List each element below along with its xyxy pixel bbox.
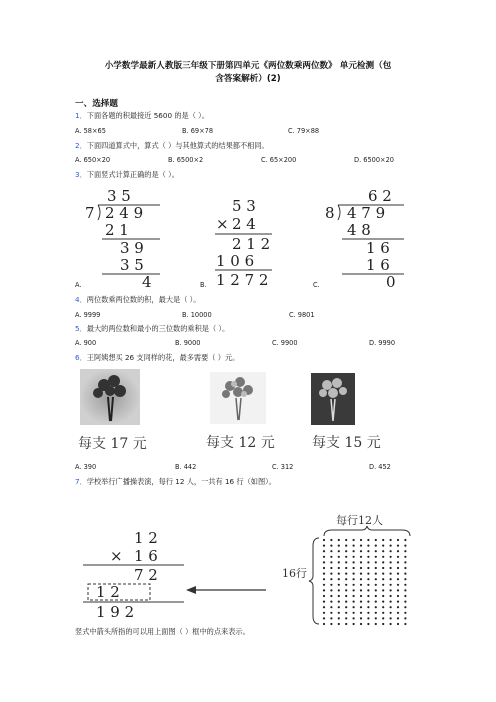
- dot: [382, 556, 384, 558]
- q7-product: 1 9 2: [96, 603, 135, 619]
- calc-a-step1: 2 1: [105, 221, 129, 239]
- dot: [360, 606, 362, 608]
- dot: [345, 578, 347, 580]
- dot: [390, 545, 392, 547]
- dot: [353, 578, 355, 580]
- question-4: [75, 295, 200, 305]
- calc-c-dividend: 4 7 9: [347, 204, 386, 222]
- dot: [323, 545, 325, 547]
- arrow-icon: [184, 583, 268, 597]
- q2-option-c[interactable]: C. 65×200: [261, 156, 297, 164]
- dot: [382, 601, 384, 603]
- dot: [323, 606, 325, 608]
- q7-partial1: 7 2: [134, 566, 158, 584]
- question-text: 王阿姨想买 26 支同样的花，最多需要（ ）元。: [86, 353, 240, 362]
- dot: [323, 539, 325, 541]
- dot: [375, 550, 377, 552]
- calc-a-step3: 3 5: [120, 256, 144, 274]
- dot: [397, 578, 399, 580]
- dot: [360, 595, 362, 597]
- price-label-1: 每支 17 元: [78, 436, 147, 452]
- q6-option-c[interactable]: C. 312: [272, 463, 294, 471]
- flower-image-1: [80, 369, 140, 425]
- dot: [367, 612, 369, 614]
- dot: [323, 623, 325, 625]
- q7-times-sign: ×: [110, 547, 123, 565]
- dot: [345, 623, 347, 625]
- dot: [397, 623, 399, 625]
- dot: [345, 545, 347, 547]
- question-text: 下面各题的积最接近 5600 的是（ ）。: [86, 111, 209, 120]
- dot: [360, 617, 362, 619]
- q7-partial2: 1 2: [96, 583, 120, 601]
- dot: [345, 573, 347, 575]
- q5-option-c[interactable]: C. 9900: [272, 339, 298, 347]
- question-text: 学校举行广播操表演，每行 12 人，一共有 16 行（如图）。: [86, 477, 276, 486]
- question-number: 1．: [75, 111, 87, 120]
- dot: [323, 578, 325, 580]
- dot: [375, 612, 377, 614]
- dot: [345, 556, 347, 558]
- dot: [330, 550, 332, 552]
- dot: [390, 561, 392, 563]
- calc-c-step2: 1 6: [366, 239, 390, 257]
- dot: [404, 595, 406, 597]
- dot: [397, 584, 399, 586]
- dot: [367, 584, 369, 586]
- dot: [353, 595, 355, 597]
- dot: [404, 589, 406, 591]
- dot: [338, 595, 340, 597]
- dot: [330, 545, 332, 547]
- dot: [330, 556, 332, 558]
- dot: [390, 573, 392, 575]
- q6-option-b[interactable]: B. 442: [175, 463, 197, 471]
- dot: [375, 595, 377, 597]
- dot: [375, 539, 377, 541]
- dot: [338, 617, 340, 619]
- q1-option-b[interactable]: B. 69×78: [182, 127, 214, 135]
- dot: [330, 606, 332, 608]
- dot: [338, 539, 340, 541]
- dot: [404, 584, 406, 586]
- dot: [345, 589, 347, 591]
- dot: [397, 539, 399, 541]
- q2-option-a[interactable]: A. 650×20: [75, 156, 111, 164]
- question-7: [75, 477, 276, 487]
- dot: [353, 617, 355, 619]
- dot: [360, 578, 362, 580]
- dot: [360, 623, 362, 625]
- q3-option-b[interactable]: B.: [200, 281, 207, 289]
- page-title-line2: 含答案解析）(2): [215, 74, 281, 84]
- flower-image-3: [311, 373, 355, 425]
- question-3: [75, 170, 179, 180]
- dot: [390, 567, 392, 569]
- calc-c-quotient: 6 2: [368, 187, 392, 205]
- dot: [330, 567, 332, 569]
- q4-option-b[interactable]: B. 10000: [182, 311, 212, 319]
- dot-array: [320, 537, 412, 629]
- dot: [390, 539, 392, 541]
- dot: [338, 573, 340, 575]
- dot: [397, 601, 399, 603]
- calc-b-partial1: 2 1 2: [232, 235, 271, 253]
- dot: [345, 567, 347, 569]
- dot: [360, 567, 362, 569]
- dot: [382, 550, 384, 552]
- dot: [338, 623, 340, 625]
- dot: [375, 617, 377, 619]
- dot: [375, 545, 377, 547]
- dot: [375, 561, 377, 563]
- dot: [323, 617, 325, 619]
- dot: [367, 539, 369, 541]
- dot: [397, 545, 399, 547]
- dot: [345, 584, 347, 586]
- vertical-calc-a: [80, 184, 170, 288]
- dot: [330, 601, 332, 603]
- dot: [382, 545, 384, 547]
- dot: [375, 578, 377, 580]
- q4-option-c[interactable]: C. 9801: [289, 311, 315, 319]
- dot: [323, 589, 325, 591]
- dot: [353, 573, 355, 575]
- dot: [404, 623, 406, 625]
- calc-a-division-bracket: [98, 205, 100, 220]
- dot: [375, 556, 377, 558]
- dot: [338, 601, 340, 603]
- dot: [390, 556, 392, 558]
- dot: [353, 567, 355, 569]
- dot: [323, 550, 325, 552]
- dot: [397, 606, 399, 608]
- dot: [330, 539, 332, 541]
- dot: [382, 539, 384, 541]
- dot: [397, 567, 399, 569]
- dot: [397, 617, 399, 619]
- price-label-3: 每支 15 元: [312, 435, 381, 451]
- question-5: [75, 324, 229, 334]
- flower-image-2: [210, 372, 266, 424]
- q5-option-d[interactable]: D. 9990: [369, 339, 396, 347]
- dot: [345, 617, 347, 619]
- dot: [382, 578, 384, 580]
- dot: [345, 550, 347, 552]
- dot: [375, 606, 377, 608]
- dot-array-row-label: 每行12人: [336, 514, 383, 527]
- dot: [338, 567, 340, 569]
- q3-option-c[interactable]: C.: [313, 281, 320, 289]
- dot: [404, 606, 406, 608]
- dot: [382, 617, 384, 619]
- dot: [382, 595, 384, 597]
- q6-option-d[interactable]: D. 452: [369, 463, 391, 471]
- dot: [367, 589, 369, 591]
- top-brace: [322, 525, 412, 537]
- calc-a-divisor: 7: [85, 204, 95, 222]
- question-number: 4．: [75, 295, 87, 304]
- dot: [338, 561, 340, 563]
- dot: [390, 595, 392, 597]
- dot: [404, 567, 406, 569]
- calc-c-step1: 4 8: [347, 221, 371, 239]
- dot: [367, 601, 369, 603]
- question-text: 下面竖式计算正确的是（ ）。: [86, 170, 179, 179]
- dot: [397, 612, 399, 614]
- dot: [353, 589, 355, 591]
- dot: [367, 606, 369, 608]
- dot: [397, 561, 399, 563]
- dot: [397, 573, 399, 575]
- question-number: 6．: [75, 353, 87, 362]
- dot: [404, 545, 406, 547]
- dot: [367, 561, 369, 563]
- dot: [353, 601, 355, 603]
- dot: [345, 612, 347, 614]
- dot: [390, 589, 392, 591]
- dot: [360, 573, 362, 575]
- q1-option-c[interactable]: C. 79×88: [288, 127, 320, 135]
- question-6: [75, 353, 239, 363]
- dot: [338, 545, 340, 547]
- dot: [367, 550, 369, 552]
- dot: [375, 567, 377, 569]
- dot: [404, 601, 406, 603]
- dot: [375, 601, 377, 603]
- dot: [338, 589, 340, 591]
- dot: [404, 617, 406, 619]
- dot: [382, 606, 384, 608]
- question-text: 最大的两位数和最小的三位数的乘积是（ ）。: [86, 324, 230, 333]
- dot: [338, 550, 340, 552]
- q5-option-a[interactable]: A. 900: [75, 339, 97, 347]
- dot: [330, 573, 332, 575]
- dot: [390, 617, 392, 619]
- calc-a-dividend: 2 4 9: [105, 204, 144, 222]
- q7-bottom-text: 竖式中箭头所指的可以用上面图（ ）框中的点来表示。: [75, 627, 250, 636]
- dot: [397, 595, 399, 597]
- dot: [323, 573, 325, 575]
- dot: [397, 589, 399, 591]
- dot: [397, 550, 399, 552]
- dot: [353, 606, 355, 608]
- question-2: [75, 141, 269, 151]
- dot: [353, 612, 355, 614]
- question-number: 7．: [75, 477, 87, 486]
- dot: [353, 561, 355, 563]
- q3-option-a[interactable]: A.: [75, 281, 82, 289]
- dot: [345, 606, 347, 608]
- dot: [353, 550, 355, 552]
- section-heading: 一、选择题: [75, 99, 118, 109]
- dot: [382, 612, 384, 614]
- q4-option-a[interactable]: A. 9999: [75, 311, 101, 319]
- dot: [323, 612, 325, 614]
- calc-b-multiplier: 2 4: [232, 215, 256, 233]
- dot: [330, 561, 332, 563]
- dot: [367, 573, 369, 575]
- dot: [330, 589, 332, 591]
- dot: [353, 584, 355, 586]
- dot: [345, 561, 347, 563]
- dot: [382, 589, 384, 591]
- dot: [367, 545, 369, 547]
- calc-a-quotient: 3 5: [107, 187, 131, 205]
- dot: [367, 623, 369, 625]
- dot: [345, 601, 347, 603]
- calc-c-division-bracket: [338, 205, 340, 220]
- dot: [382, 567, 384, 569]
- dot: [390, 612, 392, 614]
- q2-option-b[interactable]: B. 6500×2: [168, 156, 204, 164]
- dot: [367, 567, 369, 569]
- dot: [323, 595, 325, 597]
- dot: [360, 561, 362, 563]
- dot: [367, 556, 369, 558]
- dot: [390, 601, 392, 603]
- dot: [360, 539, 362, 541]
- question-1: [75, 111, 209, 121]
- dot: [323, 556, 325, 558]
- question-number: 2．: [75, 141, 87, 150]
- dot: [360, 589, 362, 591]
- question-number: 3．: [75, 170, 87, 179]
- left-brace: [308, 536, 320, 628]
- dot: [390, 623, 392, 625]
- dot: [330, 595, 332, 597]
- dot: [330, 612, 332, 614]
- calc-b-multiplicand: 5 3: [232, 197, 256, 215]
- dot: [330, 617, 332, 619]
- vertical-calc-c: [320, 184, 410, 288]
- dot: [360, 556, 362, 558]
- dot: [404, 556, 406, 558]
- dot: [353, 556, 355, 558]
- dot: [367, 595, 369, 597]
- q7-multiplicand: 1 2: [134, 529, 158, 547]
- dot-array-col-label: 16行: [282, 567, 307, 580]
- dot: [367, 578, 369, 580]
- price-label-2: 每支 12 元: [206, 435, 275, 451]
- dot: [375, 584, 377, 586]
- q6-option-a[interactable]: A. 390: [75, 463, 97, 471]
- dot: [404, 612, 406, 614]
- q2-option-d[interactable]: D. 6500×20: [354, 156, 394, 164]
- dot: [338, 606, 340, 608]
- dot: [404, 550, 406, 552]
- dot: [390, 584, 392, 586]
- dot: [323, 567, 325, 569]
- dot: [375, 573, 377, 575]
- calc-b-partial2: 1 0 6: [216, 252, 255, 270]
- calc-c-step3: 1 6: [366, 256, 390, 274]
- dot: [360, 584, 362, 586]
- dot: [360, 550, 362, 552]
- dot: [323, 601, 325, 603]
- page-title-line1: 小学数学最新人教版三年级下册第四单元《两位数乘两位数》 单元检测（包: [104, 61, 392, 71]
- dot: [390, 578, 392, 580]
- dot: [345, 539, 347, 541]
- dot: [338, 556, 340, 558]
- dot: [404, 539, 406, 541]
- dot: [404, 578, 406, 580]
- dot: [330, 584, 332, 586]
- dot: [360, 601, 362, 603]
- dot: [345, 595, 347, 597]
- question-text: 下面四道算式中，算式（ ）与其他算式的结果都不相同。: [86, 141, 269, 150]
- dot: [404, 573, 406, 575]
- dot: [330, 623, 332, 625]
- question-number: 5．: [75, 324, 87, 333]
- q1-option-a[interactable]: A. 58×65: [75, 127, 106, 135]
- dot: [390, 606, 392, 608]
- dot: [338, 612, 340, 614]
- vertical-calc-b: [210, 196, 300, 288]
- dot: [353, 623, 355, 625]
- dot: [375, 589, 377, 591]
- dot: [404, 561, 406, 563]
- dot: [338, 584, 340, 586]
- calc-c-divisor: 8: [325, 204, 335, 222]
- dot: [390, 550, 392, 552]
- calc-a-step2: 3 9: [120, 239, 144, 257]
- question-text: 两位数乘两位数的积，最大是（ ）。: [86, 295, 201, 304]
- dot: [323, 561, 325, 563]
- dot: [382, 561, 384, 563]
- calc-b-times-sign: ×: [216, 215, 229, 233]
- q7-vertical-calc: [80, 527, 190, 619]
- dot: [338, 578, 340, 580]
- calc-b-product: 1 2 7 2: [216, 271, 269, 288]
- q5-option-b[interactable]: B. 9000: [175, 339, 201, 347]
- q7-multiplier: 1 6: [134, 547, 158, 565]
- dot: [367, 617, 369, 619]
- dot: [353, 545, 355, 547]
- dot: [323, 584, 325, 586]
- dot: [375, 623, 377, 625]
- dot: [382, 584, 384, 586]
- dot: [360, 612, 362, 614]
- dot: [397, 556, 399, 558]
- dot: [353, 539, 355, 541]
- dot: [382, 573, 384, 575]
- dot: [360, 545, 362, 547]
- calc-a-remainder: 4: [142, 273, 152, 288]
- dot: [330, 578, 332, 580]
- dot: [382, 623, 384, 625]
- calc-c-remainder: 0: [386, 273, 396, 288]
